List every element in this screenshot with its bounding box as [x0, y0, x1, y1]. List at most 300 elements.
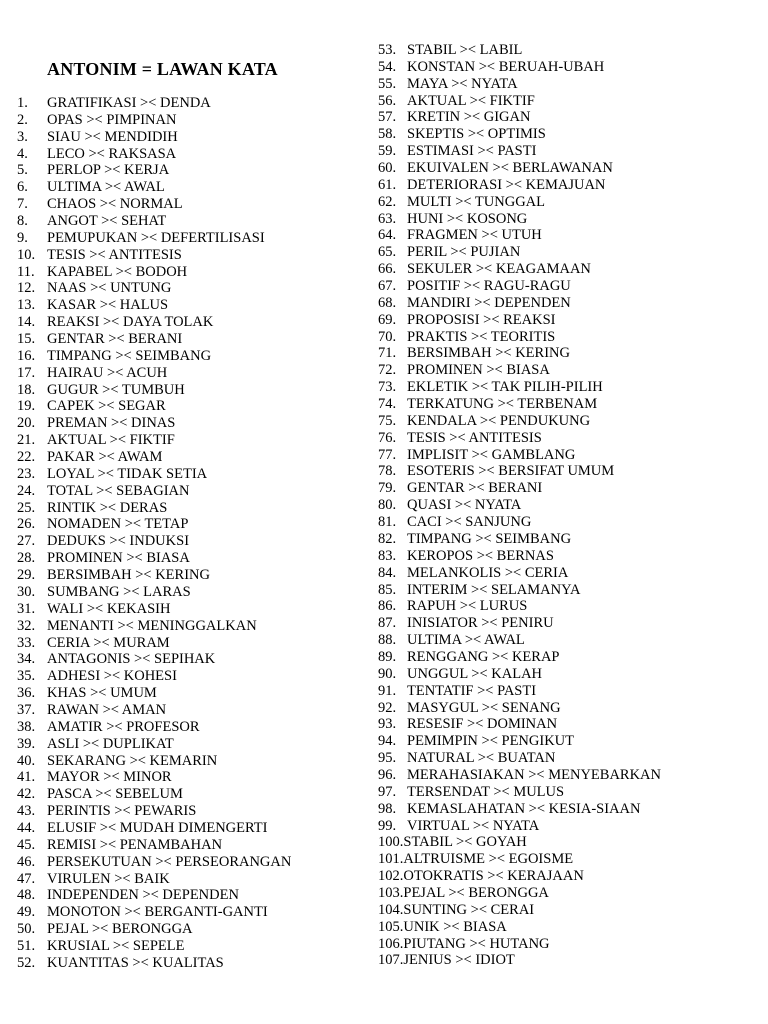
item-number: 104.	[378, 901, 404, 918]
antonym-pair: GRATIFIKASI >< DENDA	[47, 95, 211, 111]
item-number: 86.	[378, 598, 397, 615]
item-number: 81.	[378, 514, 397, 531]
item-number: 101.	[378, 851, 404, 868]
item-number: 1.	[17, 95, 28, 111]
antonym-pair: PAKAR >< AWAM	[47, 449, 163, 466]
item-number: 29.	[17, 567, 36, 584]
antonym-pair: SUMBANG >< LARAS	[47, 583, 191, 600]
list-item	[17, 398, 291, 415]
antonym-pair: TERSENDAT >< MULUS	[407, 783, 565, 800]
antonym-pair: INDEPENDEN >< DEPENDEN	[47, 887, 239, 904]
item-number: 62.	[378, 193, 397, 210]
antonym-pair: NATURAL >< BUATAN	[407, 750, 556, 767]
item-number: 106.	[378, 935, 404, 952]
list-item	[378, 952, 661, 969]
antonym-pair: UNGGUL >< KALAH	[407, 665, 543, 682]
list-item	[17, 719, 291, 736]
antonym-pair: CERIA >< MURAM	[47, 634, 170, 651]
item-number: 36.	[17, 685, 36, 702]
item-number: 40.	[17, 752, 36, 769]
antonym-pair: ULTIMA >< AWAL	[47, 179, 165, 196]
antonym-pair: BERSIMBAH >< KERING	[407, 345, 570, 362]
item-number: 25.	[17, 499, 36, 516]
item-number: 28.	[17, 550, 36, 567]
antonym-list-right	[378, 42, 661, 969]
item-number: 97.	[378, 783, 397, 800]
item-number: 4.	[17, 145, 28, 162]
item-number: 105.	[378, 918, 404, 935]
antonym-pair: RAWAN >< AMAN	[47, 701, 167, 718]
list-item	[17, 803, 291, 820]
list-item	[17, 567, 291, 584]
item-number: 65.	[378, 244, 397, 261]
list-item	[17, 129, 291, 146]
list-item	[17, 264, 291, 281]
antonym-pair: PERINTIS >< PEWARIS	[47, 803, 197, 820]
antonym-pair: ADHESI >< KOHESI	[47, 668, 177, 685]
item-number: 57.	[378, 109, 397, 126]
antonym-pair: GENTAR >< BERANI	[407, 480, 543, 497]
antonym-pair: PIUTANG >< HUTANG	[403, 935, 550, 952]
list-item	[17, 702, 291, 719]
antonym-pair: KONSTAN >< BERUAH-UBAH	[407, 58, 605, 75]
item-number: 18.	[17, 381, 36, 398]
list-item	[17, 685, 291, 702]
item-number: 44.	[17, 819, 36, 836]
item-number: 14.	[17, 314, 36, 331]
list-item	[378, 329, 661, 346]
item-number: 2.	[17, 111, 28, 128]
item-number: 7.	[17, 196, 28, 213]
list-item	[17, 382, 291, 399]
list-item	[17, 466, 291, 483]
item-number: 87.	[378, 615, 397, 632]
item-number: 27.	[17, 533, 36, 550]
list-item	[378, 42, 661, 59]
item-number: 30.	[17, 583, 36, 600]
list-item	[378, 716, 661, 733]
item-number: 93.	[378, 716, 397, 733]
list-item	[17, 112, 291, 129]
list-item	[17, 179, 291, 196]
antonym-pair: ESTIMASI >< PASTI	[407, 143, 537, 160]
item-number: 78.	[378, 463, 397, 480]
list-item	[378, 919, 661, 936]
antonym-pair: HAIRAU >< ACUH	[47, 364, 168, 381]
antonym-pair: KRETIN >< GIGAN	[407, 109, 531, 126]
antonym-pair: INTERIM >< SELAMANYA	[407, 581, 581, 598]
list-item	[378, 76, 661, 93]
antonym-pair: MERAHASIAKAN >< MENYEBARKAN	[407, 766, 661, 783]
item-number: 69.	[378, 311, 397, 328]
list-item	[378, 497, 661, 514]
antonym-pair: KRUSIAL >< SEPELE	[47, 937, 185, 954]
list-item	[17, 635, 291, 652]
item-number: 21.	[17, 432, 36, 449]
antonym-pair: CAPEK >< SEGAR	[47, 398, 166, 415]
item-number: 96.	[378, 766, 397, 783]
list-item	[378, 59, 661, 76]
antonym-pair: TENTATIF >< PASTI	[407, 682, 537, 699]
antonym-pair: STABIL >< GOYAH	[403, 834, 527, 851]
list-item	[17, 449, 291, 466]
item-number: 83.	[378, 547, 397, 564]
item-number: 99.	[378, 817, 397, 834]
antonym-pair: AMATIR >< PROFESOR	[47, 718, 200, 735]
item-number: 45.	[17, 836, 36, 853]
list-item	[378, 430, 661, 447]
list-item	[378, 615, 661, 632]
list-item	[378, 227, 661, 244]
antonym-pair: SKEPTIS >< OPTIMIS	[407, 126, 546, 143]
list-item	[17, 955, 291, 972]
item-number: 82.	[378, 530, 397, 547]
antonym-pair: PEMIMPIN >< PENGIKUT	[407, 733, 574, 750]
item-number: 66.	[378, 261, 397, 278]
antonym-pair: ULTIMA >< AWAL	[407, 632, 525, 649]
item-number: 79.	[378, 480, 397, 497]
item-number: 90.	[378, 665, 397, 682]
list-item	[17, 550, 291, 567]
item-number: 15.	[17, 331, 36, 348]
antonym-pair: SUNTING >< CERAI	[403, 901, 535, 918]
antonym-pair: TIMPANG >< SEIMBANG	[47, 347, 212, 364]
antonym-pair: ANGOT >< SEHAT	[47, 213, 167, 230]
antonym-pair: RINTIK >< DERAS	[47, 499, 168, 516]
list-item	[17, 668, 291, 685]
list-item	[17, 854, 291, 871]
item-number: 47.	[17, 870, 36, 887]
item-number: 16.	[17, 347, 36, 364]
antonym-pair: RAPUH >< LURUS	[407, 598, 528, 615]
list-item	[17, 365, 291, 382]
antonym-pair: STABIL >< LABIL	[407, 42, 523, 58]
list-item	[378, 514, 661, 531]
list-item	[378, 801, 661, 818]
list-item	[17, 753, 291, 770]
item-number: 12.	[17, 280, 36, 297]
list-item	[17, 415, 291, 432]
antonym-pair: NAAS >< UNTUNG	[47, 280, 172, 297]
item-number: 80.	[378, 497, 397, 514]
list-item	[378, 818, 661, 835]
antonym-pair: AKTUAL >< FIKTIF	[47, 432, 175, 449]
list-item	[17, 533, 291, 550]
antonym-pair: BERSIMBAH >< KERING	[47, 567, 210, 584]
list-item	[378, 244, 661, 261]
item-number: 31.	[17, 600, 36, 617]
item-number: 74.	[378, 396, 397, 413]
list-item	[17, 432, 291, 449]
antonym-pair: MAYOR >< MINOR	[47, 769, 172, 786]
antonym-pair: CHAOS >< NORMAL	[47, 196, 183, 213]
antonym-pair: KENDALA >< PENDUKUNG	[407, 412, 591, 429]
item-number: 35.	[17, 668, 36, 685]
list-item	[378, 649, 661, 666]
item-number: 72.	[378, 362, 397, 379]
item-number: 58.	[378, 126, 397, 143]
item-number: 19.	[17, 398, 36, 415]
list-item	[17, 500, 291, 517]
antonym-pair: SIAU >< MENDIDIH	[47, 128, 178, 145]
list-item	[378, 194, 661, 211]
item-number: 22.	[17, 449, 36, 466]
list-item	[378, 851, 661, 868]
item-number: 8.	[17, 213, 28, 230]
item-number: 75.	[378, 412, 397, 429]
antonym-pair: OPAS >< PIMPINAN	[47, 111, 177, 128]
list-item	[17, 820, 291, 837]
list-item	[378, 598, 661, 615]
list-item	[17, 280, 291, 297]
antonym-pair: MAYA >< NYATA	[407, 75, 518, 92]
list-item	[378, 632, 661, 649]
antonym-pair: LECO >< RAKSASA	[47, 145, 177, 162]
list-item	[378, 93, 661, 110]
antonym-pair: TERKATUNG >< TERBENAM	[407, 396, 598, 413]
item-number: 68.	[378, 294, 397, 311]
list-item	[17, 601, 291, 618]
antonym-pair: DETERIORASI >< KEMAJUAN	[407, 176, 606, 193]
list-item	[17, 938, 291, 955]
list-item	[378, 565, 661, 582]
item-number: 43.	[17, 803, 36, 820]
antonym-pair: UNIK >< BIASA	[403, 918, 507, 935]
antonym-pair: TESIS >< ANTITESIS	[407, 429, 542, 446]
item-number: 5.	[17, 162, 28, 179]
list-item	[378, 109, 661, 126]
antonym-pair: ESOTERIS >< BERSIFAT UMUM	[407, 463, 615, 480]
list-item	[17, 230, 291, 247]
item-number: 63.	[378, 210, 397, 227]
item-number: 84.	[378, 564, 397, 581]
item-number: 77.	[378, 446, 397, 463]
antonym-pair: AKTUAL >< FIKTIF	[407, 92, 535, 109]
antonym-pair: INISIATOR >< PENIRU	[407, 615, 554, 632]
list-item	[378, 143, 661, 160]
list-item	[378, 396, 661, 413]
list-item	[17, 736, 291, 753]
antonym-pair: MENANTI >< MENINGGALKAN	[47, 617, 257, 634]
item-number: 92.	[378, 699, 397, 716]
list-item	[17, 921, 291, 938]
item-number: 85.	[378, 581, 397, 598]
antonym-pair: TESIS >< ANTITESIS	[47, 246, 182, 263]
antonym-pair: PROPOSISI >< REAKSI	[407, 311, 556, 328]
antonym-pair: ASLI >< DUPLIKAT	[47, 735, 174, 752]
antonym-pair: SEKULER >< KEAGAMAAN	[407, 261, 591, 278]
list-item	[378, 463, 661, 480]
antonym-pair: PERSEKUTUAN >< PERSEORANGAN	[47, 853, 292, 870]
antonym-pair: TIMPANG >< SEIMBANG	[407, 530, 572, 547]
item-number: 102.	[378, 868, 404, 885]
item-number: 98.	[378, 800, 397, 817]
list-item	[17, 904, 291, 921]
list-item	[378, 868, 661, 885]
antonym-pair: LOYAL >< TIDAK SETIA	[47, 465, 208, 482]
list-item	[378, 666, 661, 683]
list-item	[17, 651, 291, 668]
item-number: 52.	[17, 954, 36, 971]
item-number: 76.	[378, 429, 397, 446]
item-number: 56.	[378, 92, 397, 109]
antonym-pair: VIRTUAL >< NYATA	[407, 817, 540, 834]
list-item	[378, 582, 661, 599]
list-item	[378, 767, 661, 784]
antonym-pair: RESESIF >< DOMINAN	[407, 716, 558, 733]
list-item	[17, 213, 291, 230]
item-number: 17.	[17, 364, 36, 381]
item-number: 11.	[17, 263, 35, 280]
item-number: 91.	[378, 682, 397, 699]
antonym-pair: EKLETIK >< TAK PILIH-PILIH	[407, 379, 603, 396]
item-number: 10.	[17, 246, 36, 263]
item-number: 38.	[17, 718, 36, 735]
antonym-pair: KAPABEL >< BODOH	[47, 263, 188, 280]
list-item	[378, 362, 661, 379]
antonym-pair: DEDUKS >< INDUKSI	[47, 533, 190, 550]
list-item	[378, 413, 661, 430]
antonym-pair: REMISI >< PENAMBAHAN	[47, 836, 223, 853]
item-number: 41.	[17, 769, 36, 786]
antonym-pair: MANDIRI >< DEPENDEN	[407, 294, 571, 311]
antonym-pair: KHAS >< UMUM	[47, 685, 157, 702]
list-item	[17, 95, 291, 112]
item-number: 60.	[378, 160, 397, 177]
list-item	[17, 247, 291, 264]
antonym-pair: JENIUS >< IDIOT	[403, 952, 515, 969]
antonym-pair: TOTAL >< SEBAGIAN	[47, 482, 190, 499]
list-item	[378, 345, 661, 362]
list-item	[378, 126, 661, 143]
list-item	[17, 331, 291, 348]
antonym-pair: OTOKRATIS >< KERAJAAN	[403, 868, 584, 885]
item-number: 50.	[17, 921, 36, 938]
antonym-pair: KASAR >< HALUS	[47, 297, 169, 314]
list-item	[378, 885, 661, 902]
antonym-pair: MONOTON >< BERGANTI-GANTI	[47, 904, 268, 921]
antonym-pair: PEJAL >< BERONGGA	[47, 921, 193, 938]
item-number: 67.	[378, 278, 397, 295]
item-number: 42.	[17, 786, 36, 803]
list-item	[17, 584, 291, 601]
antonym-pair: RENGGANG >< KERAP	[407, 648, 560, 665]
antonym-pair: ANTAGONIS >< SEPIHAK	[47, 651, 216, 668]
item-number: 59.	[378, 143, 397, 160]
list-item	[17, 769, 291, 786]
list-item	[17, 483, 291, 500]
antonym-pair: CACI >< SANJUNG	[407, 514, 532, 531]
antonym-pair: POSITIF >< RAGU-RAGU	[407, 278, 571, 295]
item-number: 48.	[17, 887, 36, 904]
list-item	[17, 348, 291, 365]
page-title: ANTONIM = LAWAN KATA	[47, 59, 278, 79]
antonym-pair: SEKARANG >< KEMARIN	[47, 752, 218, 769]
item-number: 71.	[378, 345, 397, 362]
list-item	[17, 162, 291, 179]
antonym-pair: IMPLISIT >< GAMBLANG	[407, 446, 576, 463]
item-number: 3.	[17, 128, 28, 145]
antonym-pair: ELUSIF >< MUDAH DIMENGERTI	[47, 819, 268, 836]
item-number: 55.	[378, 75, 397, 92]
list-item	[378, 160, 661, 177]
list-item	[17, 786, 291, 803]
list-item	[17, 146, 291, 163]
antonym-pair: MELANKOLIS >< CERIA	[407, 564, 569, 581]
antonym-pair: MASYGUL >< SENANG	[407, 699, 561, 716]
item-number: 9.	[17, 229, 28, 246]
antonym-pair: PROMINEN >< BIASA	[47, 550, 190, 567]
item-number: 49.	[17, 904, 36, 921]
item-number: 37.	[17, 701, 36, 718]
list-item	[378, 700, 661, 717]
antonym-pair: GENTAR >< BERANI	[47, 331, 183, 348]
list-item	[17, 618, 291, 635]
list-item	[378, 295, 661, 312]
item-number: 6.	[17, 179, 28, 196]
antonym-pair: PASCA >< SEBELUM	[47, 786, 183, 803]
list-item	[378, 784, 661, 801]
list-item	[378, 177, 661, 194]
item-number: 100.	[378, 834, 404, 851]
antonym-pair: PROMINEN >< BIASA	[407, 362, 550, 379]
antonym-pair: FRAGMEN >< UTUH	[407, 227, 542, 244]
antonym-pair: PEJAL >< BERONGGA	[403, 884, 549, 901]
item-number: 73.	[378, 379, 397, 396]
item-number: 54.	[378, 58, 397, 75]
antonym-pair: PEMUPUKAN >< DEFERTILISASI	[47, 229, 265, 246]
item-number: 23.	[17, 465, 36, 482]
list-item	[378, 211, 661, 228]
antonym-pair: WALI >< KEKASIH	[47, 600, 171, 617]
antonym-pair: KUANTITAS >< KUALITAS	[47, 954, 224, 971]
list-item	[378, 902, 661, 919]
item-number: 24.	[17, 482, 36, 499]
list-item	[378, 379, 661, 396]
list-item	[17, 837, 291, 854]
item-number: 103.	[378, 884, 404, 901]
item-number: 88.	[378, 632, 397, 649]
item-number: 32.	[17, 617, 36, 634]
antonym-pair: VIRULEN >< BAIK	[47, 870, 170, 887]
list-item	[378, 834, 661, 851]
item-number: 39.	[17, 735, 36, 752]
item-number: 51.	[17, 937, 36, 954]
antonym-pair: KEROPOS >< BERNAS	[407, 547, 554, 564]
list-item	[378, 312, 661, 329]
list-item	[378, 480, 661, 497]
item-number: 53.	[378, 42, 397, 58]
list-item	[378, 261, 661, 278]
item-number: 61.	[378, 176, 397, 193]
item-number: 26.	[17, 516, 36, 533]
antonym-pair: PERIL >< PUJIAN	[407, 244, 521, 261]
item-number: 94.	[378, 733, 397, 750]
antonym-pair: ALTRUISME >< EGOISME	[403, 851, 574, 868]
antonym-pair: REAKSI >< DAYA TOLAK	[47, 314, 214, 331]
item-number: 46.	[17, 853, 36, 870]
item-number: 33.	[17, 634, 36, 651]
list-item	[378, 447, 661, 464]
item-number: 107.	[378, 952, 404, 969]
antonym-pair: EKUIVALEN >< BERLAWANAN	[407, 160, 613, 177]
antonym-pair: MULTI >< TUNGGAL	[407, 193, 545, 210]
item-number: 64.	[378, 227, 397, 244]
list-item	[17, 196, 291, 213]
item-number: 89.	[378, 648, 397, 665]
antonym-pair: PRAKTIS >< TEORITIS	[407, 328, 556, 345]
list-item	[378, 683, 661, 700]
